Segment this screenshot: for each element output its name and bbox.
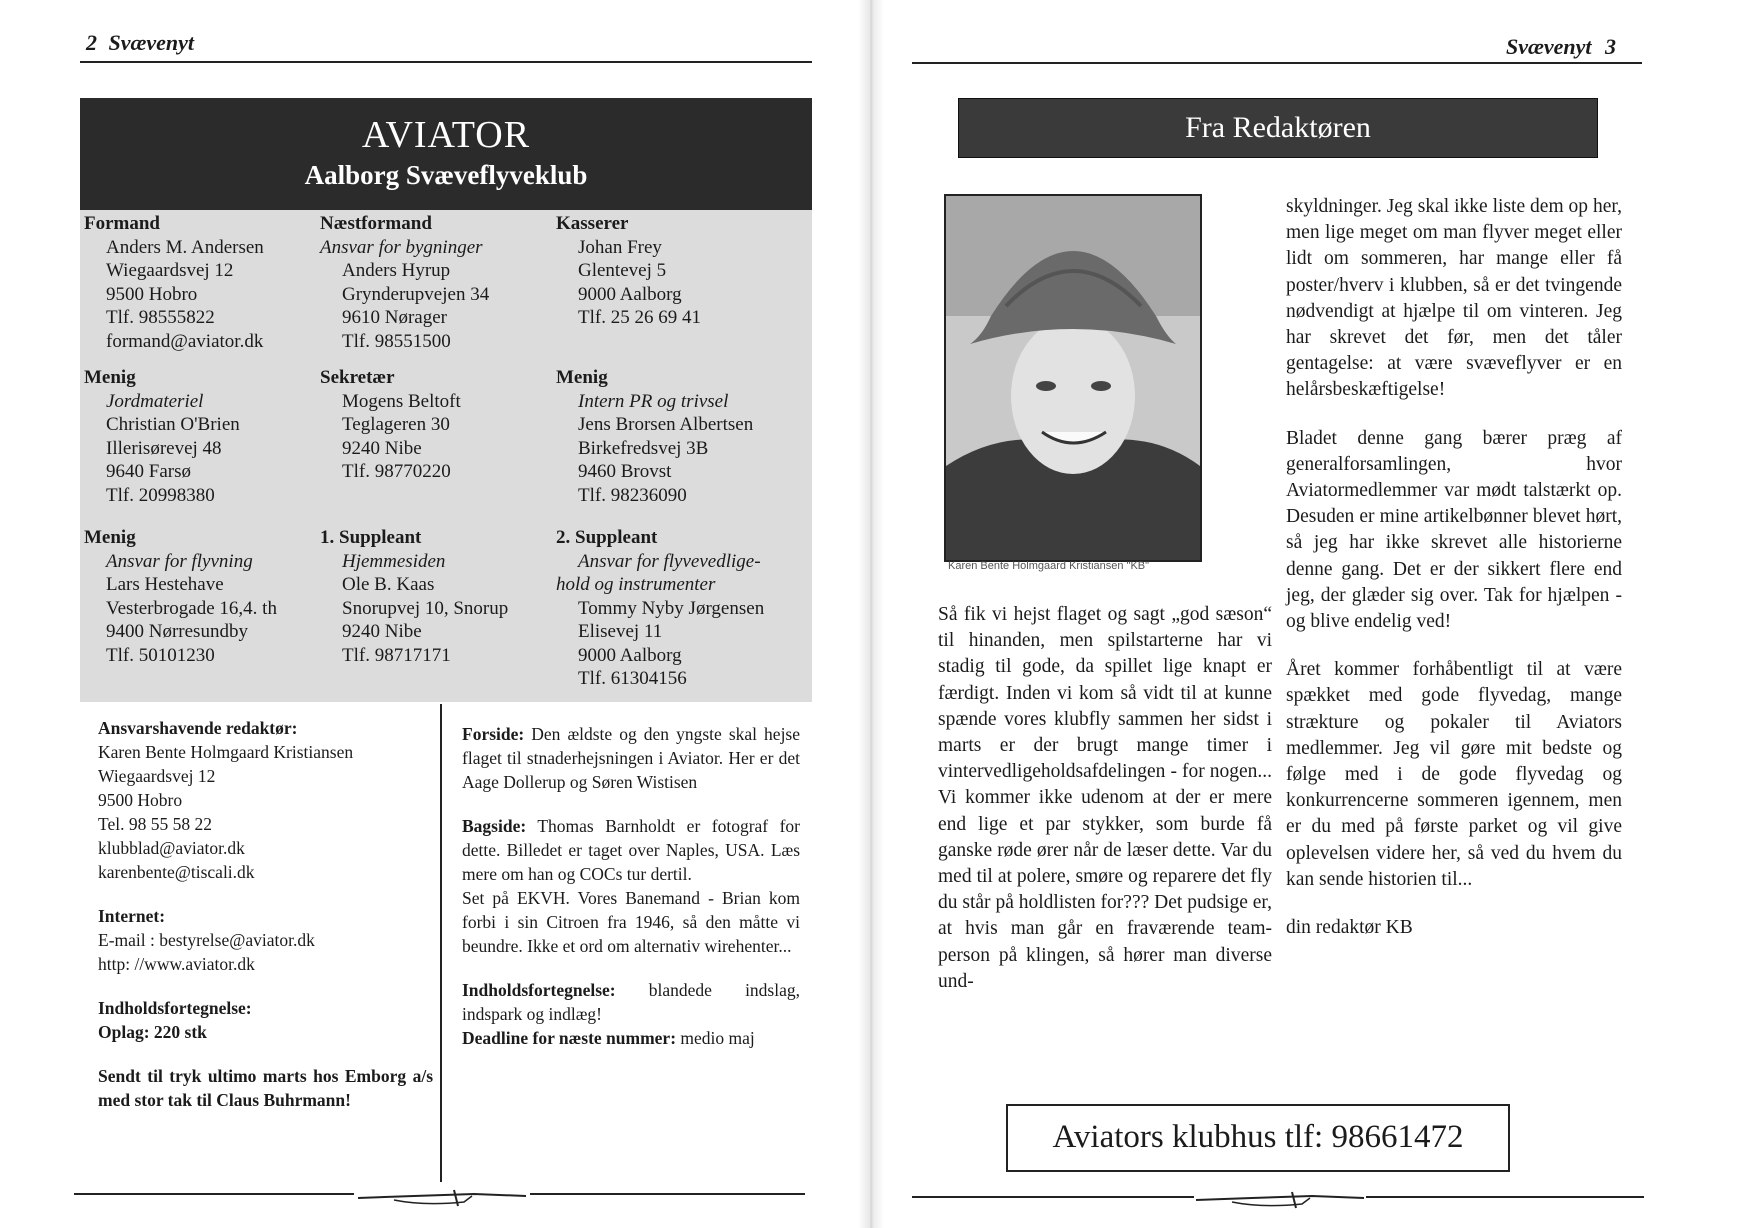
glider-icon <box>354 1186 530 1210</box>
editor-line: Tel. 98 55 58 22 <box>98 814 212 834</box>
editorial-paragraph: Året kommer forhåbentligt til at være spækket med gode flyvedag, mange strækture og pokaler til Aviators medlemmer. Jeg vil gøre mit bedste og følge med i de gode flyvedag og konkurrencerne sommeren igennem, men er du med på første parket og vil give oplevelsen videre her, så ved du hvem du kan sende historien til... <box>1286 659 1622 890</box>
internet-line: http: //www.aviator.dk <box>98 954 255 974</box>
contents-note: Indholdsfortegnelse: blandede indslag, indspark og indlæg! <box>462 980 800 1024</box>
circulation: Oplag: 220 stk <box>98 1022 207 1042</box>
editorial-paragraph: skyldninger. Jeg skal ikke liste dem op her, men lige meget om man flyver meget eller lidt om sommeren, har mange eller få poster/hverv i klubben, så er det tvingende nødvendigt at hjælpe til om vinteren. Jeg har skrevet det før, men det tåler gentagelse: at være svæveflyver er en helårsbeskæftigelse! <box>1286 196 1622 401</box>
right-page-number: 3 <box>1605 34 1617 59</box>
internet-line: E-mail : bestyrelse@aviator.dk <box>98 930 315 950</box>
board-member: Næstformand Ansvar for bygninger Anders Hyrup Grynderupvejen 34 9610 Nørager Tlf. 98551500 <box>320 213 490 352</box>
left-page-title: Svævenyt <box>108 30 195 55</box>
photo-caption: Karen Bente Holmgaard Kristiansen "KB" <box>948 560 1150 572</box>
board-member: Menig Intern PR og trivsel Jens Brorsen Albertsen Birkefredsvej 3B 9460 Brovst Tlf. 98236090 <box>556 367 754 506</box>
editorial-column-left: Så fik vi hejst flaget og sagt „god sæson“ til hinanden, men spilstarterne har vi stadig til gode, da spillet lige knapt er færdigt. Inden vi kom så vidt til at kunne spænde vores klubfly sammen her sidst i marts er der brugt mange timer i vintervedligeholdsafdelingen - for nogen... Vi kommer ikke udenom at der er mere end lige et par stykker, som burde få ganske røde ører når de læser dette. Var du med til at polere, smøre og reparere det fly du står på holdlisten for??? Det pudsige er, at hvis man går en fraværende team-person på klingen, så hører man diverse und- <box>938 604 1272 992</box>
board-member: 1. Suppleant Hjemmesiden Ole B. Kaas Snorupvej 10, Snorup 9240 Nibe Tlf. 98717171 <box>320 527 509 666</box>
board-members-panel <box>80 210 812 702</box>
bagside-note: Bagside: Thomas Barnholdt er fotograf for dette. Billedet er taget over Naples, USA. Læs mere om han og COCs tur dertil. <box>462 816 801 884</box>
board-member: Kasserer Johan Frey Glentevej 5 9000 Aalborg Tlf. 25 26 69 41 <box>556 213 701 328</box>
right-page-title: Svævenyt <box>1506 34 1592 59</box>
banner-title: AVIATOR <box>361 114 531 156</box>
internet-heading: Internet: <box>98 906 166 926</box>
banner-subtitle: Aalborg Svæveflyveklub <box>304 160 588 190</box>
notes-block <box>462 722 800 1050</box>
column-divider <box>440 704 442 1182</box>
aviator-banner <box>80 98 812 210</box>
editorial-column-right <box>1286 194 1622 941</box>
editor-line: karenbente@tiscali.dk <box>98 862 255 882</box>
section-title: Fra Redaktøren <box>958 98 1598 158</box>
glider-icon <box>1192 1188 1368 1212</box>
editor-line: klubblad@aviator.dk <box>98 838 245 858</box>
right-footer-rule <box>1366 1196 1644 1198</box>
board-member: Formand Anders M. Andersen Wiegaardsvej 12 9500 Hobro Tlf. 98555822 formand@aviator.dk <box>84 213 264 352</box>
board-member: 2. Suppleant Ansvar for flyvevedlige- hold og instrumenter Tommy Nyby Jørgensen Elisevej 11 9000 Aalborg Tlf. 61304156 <box>556 527 765 689</box>
page-gutter <box>858 0 884 1228</box>
forside-note: Forside: Den ældste og den yngste skal hejse flaget til stnaderhejsningen i Aviator. Her er det Aage Dollerup og Søren Wistisen <box>462 724 801 792</box>
editorial-paragraph: Bladet denne gang bærer præg af generalforsamlingen, hvor Aviatormedlemmer var mødt talstærkt op. Desuden er mine artikelbønner blevet hørt, så jeg har ikke skrevet alle historierne denne gang. Det er der sikkert flere end jeg, der glæder sig over. Tak for hjælpen - og blive endelig ved! <box>1286 427 1622 633</box>
editor-info-block <box>98 716 433 1112</box>
editor-signature: din redaktør KB <box>1286 917 1413 939</box>
left-page-number: 2 <box>86 30 97 55</box>
editor-line: 9500 Hobro <box>98 790 183 810</box>
portrait-image <box>946 196 1200 560</box>
deadline-note: Deadline for næste nummer: medio maj <box>462 1028 755 1048</box>
board-member: Menig Jordmateriel Christian O'Brien Illerisørevej 48 9640 Farsø Tlf. 20998380 <box>84 367 240 506</box>
right-page-header <box>1506 34 1616 60</box>
contents-heading: Indholdsfortegnelse: <box>98 998 252 1018</box>
right-footer-rule <box>912 1196 1194 1198</box>
clubhouse-phone-box: Aviators klubhus tlf: 98661472 <box>1006 1104 1510 1172</box>
portrait-photo <box>944 194 1202 562</box>
left-footer-rule <box>530 1193 805 1195</box>
editor-heading: Ansvarshavende redaktør: <box>98 718 298 738</box>
board-member: Menig Ansvar for flyvning Lars Hestehave Vesterbrogade 16,4. th 9400 Nørresundby Tlf. 50101230 <box>84 527 277 666</box>
right-header-rule <box>912 62 1642 64</box>
editor-line: Karen Bente Holmgaard Kristiansen <box>98 742 354 762</box>
left-footer-rule <box>74 1193 354 1195</box>
left-header-rule <box>80 61 812 63</box>
left-page-header <box>86 30 194 56</box>
print-note: Sendt til tryk ultimo marts hos Emborg a/s med stor tak til Claus Buhrmann! <box>98 1066 433 1110</box>
board-member: Sekretær Mogens Beltoft Teglageren 30 9240 Nibe Tlf. 98770220 <box>320 367 461 482</box>
editor-line: Wiegaardsvej 12 <box>98 766 216 786</box>
bagside-note-extra: Set på EKVH. Vores Banemand - Brian kom forbi i sin Citroen fra 1946, så den måtte vi beundre. Ikke et ord om alternativ wirehenter... <box>462 888 800 956</box>
